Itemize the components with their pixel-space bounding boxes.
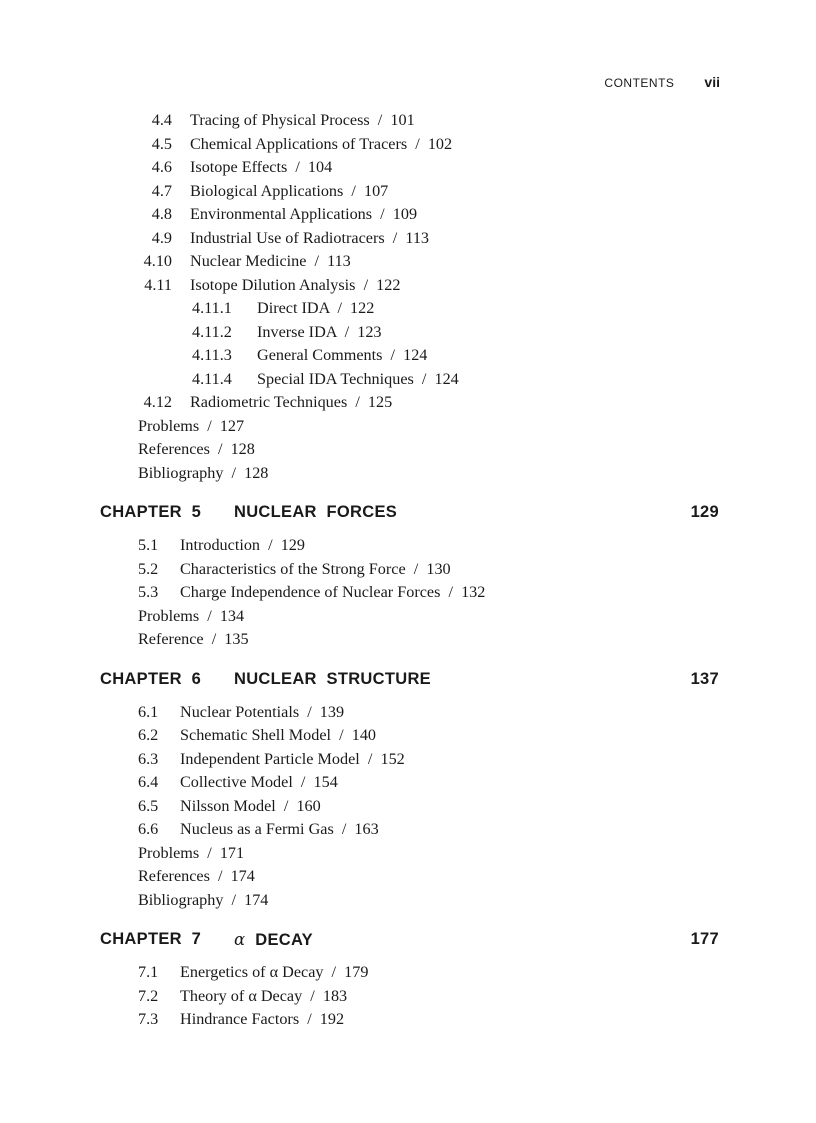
chapter-label: CHAPTER 6 bbox=[100, 669, 202, 688]
subsection-number: 4.11.3 bbox=[192, 346, 232, 364]
toc-subentry[interactable] bbox=[0, 344, 816, 368]
section-number: 4.4 bbox=[151, 111, 172, 129]
toc-entry[interactable] bbox=[0, 156, 816, 180]
chapter-label: CHAPTER 5 bbox=[100, 503, 202, 521]
section-number: 6.3 bbox=[138, 749, 159, 768]
chapter-heading[interactable] bbox=[0, 930, 816, 952]
section-title: Collective Model / 154 bbox=[180, 773, 338, 791]
section-number: 6.5 bbox=[138, 796, 159, 815]
toc-entry[interactable] bbox=[0, 795, 816, 819]
toc-backmatter-entry[interactable]: References / 128 bbox=[138, 440, 255, 458]
section-title: Nuclear Medicine / 113 bbox=[190, 252, 351, 270]
section-title: Nuclear Potentials / 139 bbox=[180, 702, 345, 721]
toc-entry[interactable] bbox=[0, 534, 816, 558]
toc-entry[interactable] bbox=[0, 701, 816, 725]
table-of-contents bbox=[0, 109, 816, 1032]
section-number: 7.3 bbox=[138, 1010, 159, 1028]
toc-backmatter-entry[interactable]: Bibliography / 128 bbox=[138, 463, 269, 482]
subsection-title: Direct IDA / 122 bbox=[257, 299, 375, 317]
running-title: CONTENTS bbox=[604, 76, 675, 90]
chapter-title bbox=[234, 930, 313, 950]
chapter-title: NUCLEAR STRUCTURE bbox=[234, 669, 431, 688]
chapter-title: NUCLEAR FORCES bbox=[234, 503, 398, 521]
chapter-heading[interactable] bbox=[0, 670, 816, 692]
section-number: 5.3 bbox=[138, 583, 159, 601]
toc-entry[interactable] bbox=[0, 818, 816, 842]
section-title: Independent Particle Model / 152 bbox=[180, 749, 405, 768]
section-number: 6.4 bbox=[138, 773, 159, 791]
section-number: 5.2 bbox=[138, 559, 159, 578]
section-number: 4.8 bbox=[151, 205, 172, 223]
toc-entry[interactable] bbox=[0, 558, 816, 582]
section-title: Isotope Dilution Analysis / 122 bbox=[190, 275, 401, 294]
subsection-number: 4.11.4 bbox=[192, 369, 232, 388]
section-title: Charge Independence of Nuclear Forces / 132 bbox=[180, 583, 486, 601]
toc-subentry[interactable] bbox=[0, 297, 816, 321]
toc-entry[interactable] bbox=[0, 748, 816, 772]
toc-backmatter-entry[interactable]: Problems / 127 bbox=[138, 416, 245, 435]
section-title: Nilsson Model / 160 bbox=[180, 796, 321, 815]
section-number: 4.12 bbox=[143, 393, 172, 411]
toc-entry[interactable] bbox=[0, 133, 816, 157]
section-title: Environmental Applications / 109 bbox=[190, 205, 418, 223]
toc-entry[interactable] bbox=[0, 724, 816, 748]
toc-entry[interactable] bbox=[0, 180, 816, 204]
toc-entry[interactable] bbox=[0, 771, 816, 795]
section-title: Hindrance Factors / 192 bbox=[180, 1010, 345, 1028]
section-number: 6.6 bbox=[138, 820, 159, 838]
section-title: Radiometric Techniques / 125 bbox=[190, 393, 393, 411]
section-number: 5.1 bbox=[138, 536, 159, 554]
toc-entry[interactable] bbox=[0, 203, 816, 227]
subsection-number: 4.11.1 bbox=[192, 299, 232, 317]
toc-backmatter-entry[interactable]: Bibliography / 174 bbox=[138, 890, 269, 909]
toc-backmatter-entry[interactable]: References / 174 bbox=[138, 867, 255, 885]
section-number: 7.1 bbox=[138, 963, 159, 981]
toc-entry[interactable] bbox=[0, 961, 816, 985]
toc-entry[interactable] bbox=[0, 985, 816, 1009]
toc-entry[interactable] bbox=[0, 391, 816, 415]
chapter-page: 129 bbox=[690, 503, 719, 521]
section-number: 6.2 bbox=[138, 726, 159, 744]
toc-entry[interactable] bbox=[0, 250, 816, 274]
chapter-page: 137 bbox=[690, 669, 719, 688]
subsection-number: 4.11.2 bbox=[192, 322, 232, 341]
subsection-title: Special IDA Techniques / 124 bbox=[257, 369, 459, 388]
subsection-title: General Comments / 124 bbox=[257, 346, 428, 364]
section-title: Isotope Effects / 104 bbox=[190, 158, 333, 176]
section-number: 6.1 bbox=[138, 702, 159, 721]
toc-entry[interactable] bbox=[0, 274, 816, 298]
chapter-page: 177 bbox=[690, 930, 719, 948]
toc-backmatter-entry[interactable]: Problems / 171 bbox=[138, 843, 245, 862]
toc-entry[interactable] bbox=[0, 1008, 816, 1032]
toc-subentry[interactable] bbox=[0, 368, 816, 392]
section-number: 4.10 bbox=[143, 252, 172, 270]
toc-backmatter-entry[interactable]: Problems / 134 bbox=[138, 606, 245, 625]
section-number: 4.5 bbox=[151, 134, 172, 153]
chapter-label: CHAPTER 7 bbox=[100, 930, 202, 948]
section-title: Chemical Applications of Tracers / 102 bbox=[190, 134, 453, 153]
section-number: 4.11 bbox=[144, 275, 172, 294]
section-number: 4.7 bbox=[151, 181, 172, 200]
toc-entry[interactable] bbox=[0, 581, 816, 605]
section-title: Introduction / 129 bbox=[180, 536, 305, 554]
section-number: 4.6 bbox=[151, 158, 172, 176]
section-title: Industrial Use of Radiotracers / 113 bbox=[190, 228, 430, 247]
toc-entry[interactable] bbox=[0, 227, 816, 251]
toc-entry[interactable] bbox=[0, 109, 816, 133]
section-title: Theory of α Decay / 183 bbox=[180, 986, 348, 1005]
chapter-title-text: DECAY bbox=[255, 931, 313, 949]
section-number: 7.2 bbox=[138, 986, 159, 1005]
section-title: Energetics of α Decay / 179 bbox=[180, 963, 369, 981]
chapter-heading[interactable] bbox=[0, 503, 816, 525]
section-title: Nucleus as a Fermi Gas / 163 bbox=[180, 820, 379, 838]
subsection-title: Inverse IDA / 123 bbox=[257, 322, 382, 341]
toc-subentry[interactable] bbox=[0, 321, 816, 345]
running-head bbox=[604, 74, 720, 90]
alpha-symbol: α bbox=[234, 930, 246, 949]
section-title: Schematic Shell Model / 140 bbox=[180, 726, 377, 744]
toc-backmatter-entry[interactable]: Reference / 135 bbox=[138, 630, 249, 648]
page-number: vii bbox=[704, 74, 720, 90]
section-title: Biological Applications / 107 bbox=[190, 181, 389, 200]
section-number: 4.9 bbox=[151, 228, 172, 247]
section-title: Characteristics of the Strong Force / 130 bbox=[180, 559, 451, 578]
section-title: Tracing of Physical Process / 101 bbox=[190, 111, 415, 129]
